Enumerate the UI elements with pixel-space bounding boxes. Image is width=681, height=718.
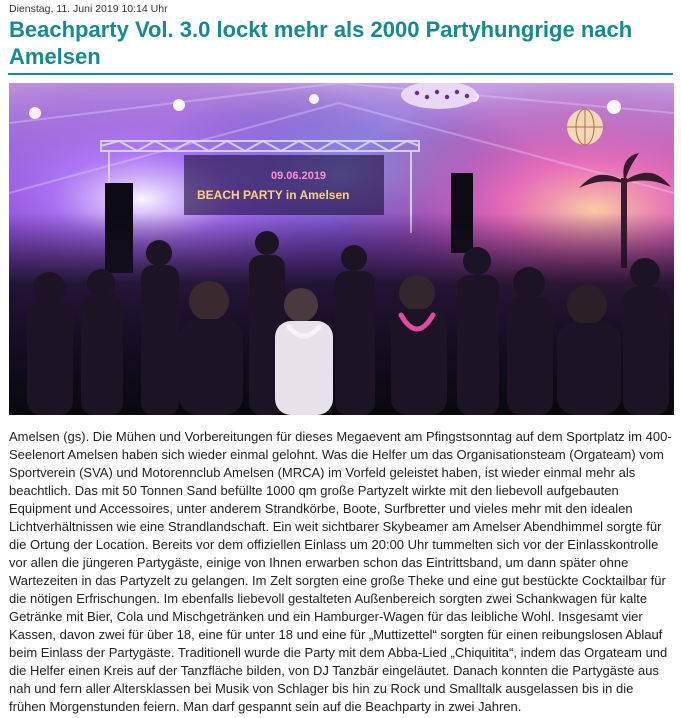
party-tent-photo xyxy=(9,83,674,415)
stage-banner-date: 09.06.2019 xyxy=(271,170,327,182)
article-dateline: Dienstag, 11. Juni 2019 10:14 Uhr xyxy=(9,3,168,15)
stage-banner-title: BEACH PARTY in Amelsen xyxy=(197,188,350,202)
headline-divider xyxy=(8,73,673,75)
article-photo xyxy=(9,83,674,415)
article-headline: Beachparty Vol. 3.0 lockt mehr als 2000 Partyhungrige nach Amelsen xyxy=(9,17,633,69)
article-body: Amelsen (gs). Die Mühen und Vorbereitungen für dieses Megaevent am Pfingstsonntag auf dem Sportplatz im 400-Seelenort Amelsen haben sich wieder einmal gelohnt. Was die Helfer um das Organisationsteam (Orgateam) vom Sportverein (SVA) und Motorennclub Amelsen (MRCA) im Vorfeld geleistet haben, ist wieder einmal mehr als beachtlich. Das mit 50 Tonnen Sand befüllte 1000 qm große Partyzelt wirkte mit den liebevoll aufgebauten Equipment und Accessoires, unter anderem Strandkörbe, Boote, Surfbretter und vieles mehr mit den idealen Lichtverhältnissen wie eine Strandlandschaft. Ein weit sichtbarer Skybeamer am Amelser Abendhimmel sorgte für die Ortung der Location. Bereits vor dem offiziellen Einlass um 20:00 Uhr tummelten sich vor der Einlasskontrolle vor allen die jüngeren Partygäste, einige von Ihnen erwarben schon das Eintrittsband, um dann später ohne Wartezeiten in das Partyzelt zu gelangen. Im Zelt sorgten eine große Theke und eine gut bestückte Cocktailbar für die nötigen Erfrischungen. Im ebenfalls liebevoll gestalteten Außenbereich sorgten zwei Schankwagen für kalte Getränke mit Bier, Cola und Mischgetränken und ein Hamburger-Wagen für das leibliche Wohl. Insgesamt vier Kassen, davon zwei für über 18, eine für unter 18 und eine für „Muttizettel“ sorgten für einen reibungslosen Ablauf beim Einlass der Partygäste. Traditionell wurde die Party mit dem Abba-Lied „Chiquitita“, indem das Orgateam und die Helfer einen Kreis auf der Tanzfläche bilden, von DJ Tanzbär eingeläutet. Danach konnten die Partygäste aus nah und fern aller Altersklassen bei Musik von Schlager bis hin zu Rock und Smalltalk ausgelassen bis in die frühen Morgenstunden feiern. Man darf gespannt sein auf die Beachparty in zwei Jahren. xyxy=(9,429,672,714)
